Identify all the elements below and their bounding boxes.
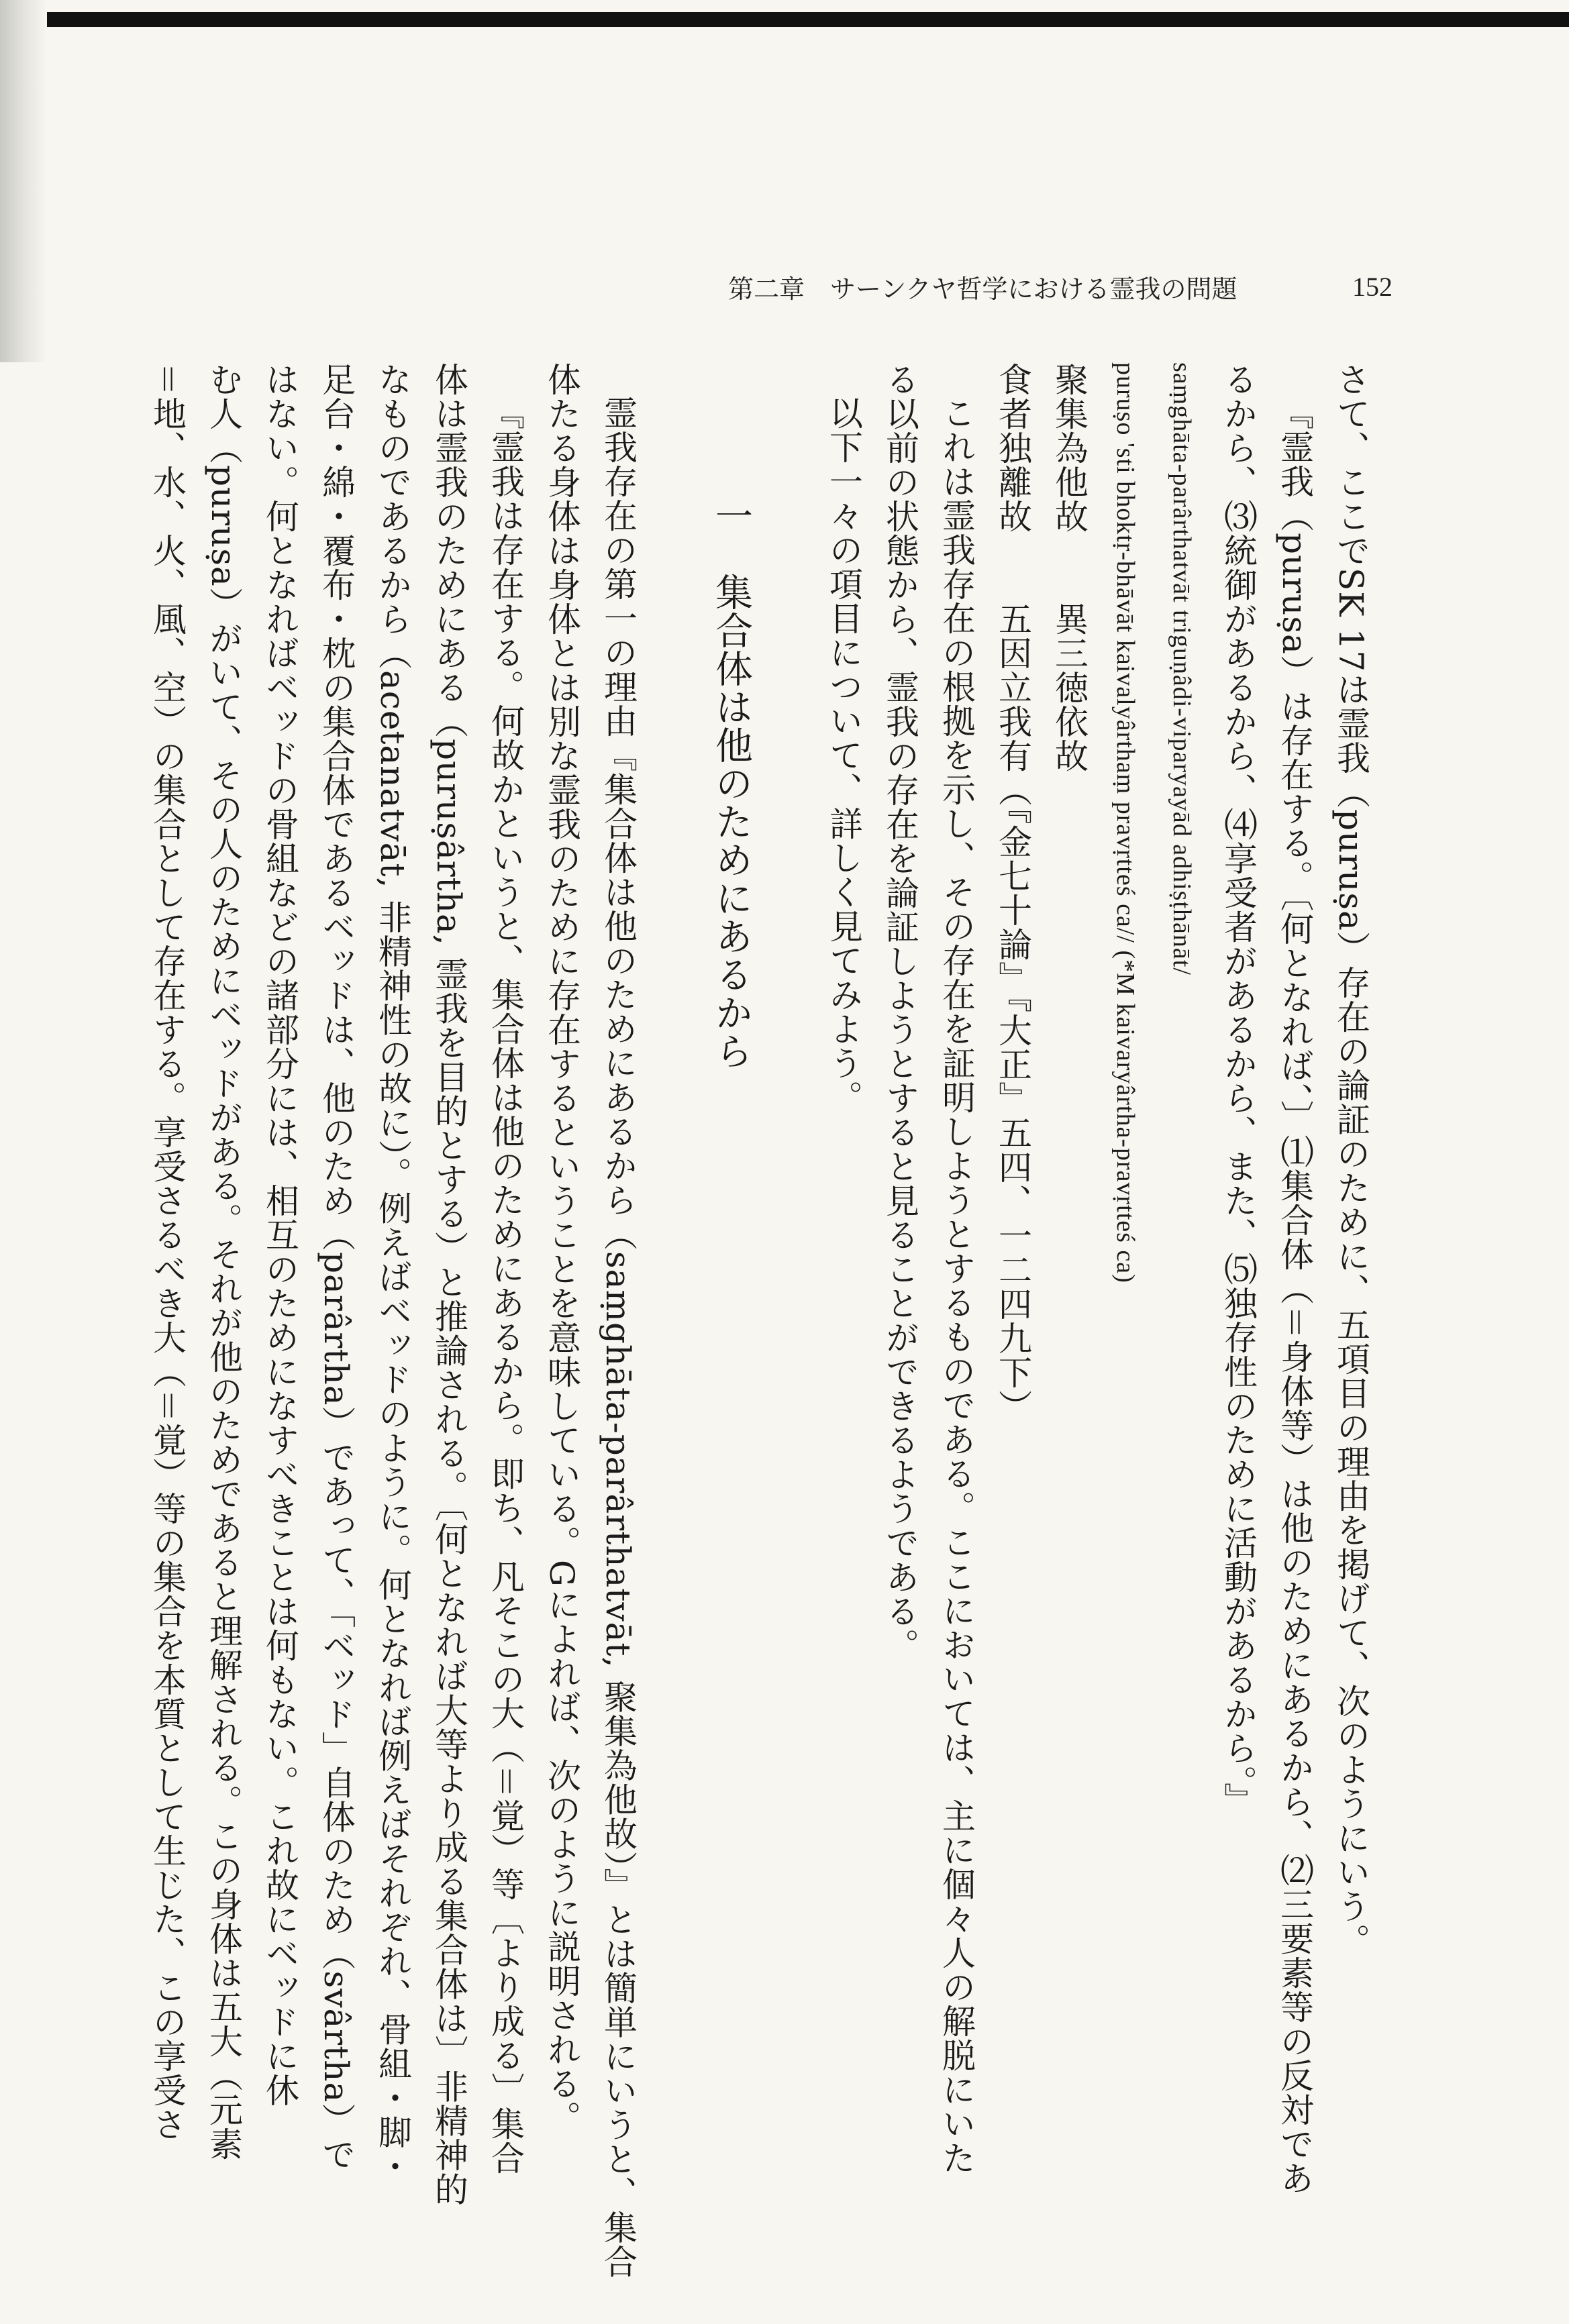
sanskrit-line: puruṣo 'sti bhoktṛ-bhāvāt kaivalyârthaṃ pravṛtteś ca// (*M kaivaryârtha-pravṛtteś ca) (1111, 362, 1140, 1283)
text-line: 体たる身体は身体とは別な霊我のために存在するということを意味している。Gによれば、次のように説明される。 (542, 362, 581, 2135)
page-number: 152 (1352, 271, 1393, 302)
text-line: はない。何となればベッドの骨組などの諸部分には、相互のためになすべきことは何もない。これ故にベッドに休 (260, 362, 299, 2107)
text-line: これは霊我存在の根拠を示し、その存在を証明しようとするものである。ここにおいては、主に個々人の解脱にいた (937, 396, 976, 2175)
text-line: 霊我存在の第一の理由『集合体は他のためにあるから（saṃghāta-parârthatvāt, 聚集為他故）』とは簡単にいうと、集合 (599, 396, 638, 2279)
page-top-border (0, 12, 1569, 27)
text-line: 『霊我は存在する。何故かというと、集合体は他のためにあるから。即ち、凡そこの大（＝覚）等〔より成る〕集合 (486, 396, 525, 2175)
section-heading: 一 集合体は他のためにあるから (709, 496, 753, 1070)
chapter-title: 第二章 サーンクヤ哲学における霊我の問題 (728, 274, 1237, 304)
running-head (728, 263, 1393, 310)
text-line: るから、⑶統御があるから、⑷享受者があるから、また、⑸独存性のために活動があるから。』 (1219, 362, 1258, 1817)
chinese-verse-line: 食者独離故 五因立我有（『金七十論』『大正』五四、一二四九下） (993, 362, 1032, 1424)
text-line: む人（puruṣa）がいて、その人のためにベッドがある。それが他のためであると理解される。この身体は五大（元素 (204, 362, 243, 2161)
text-line: 足台・綿・覆布・枕の集合体であるベッドは、他のため（parârtha）であって、「ベッド」自体のため（svârtha）で (317, 362, 356, 2172)
text-line: 『霊我（puruṣa）は存在する。〔何となれば、〕⑴集合体（＝身体等）は他のためにあるから、⑵三要素等の反対であ (1275, 396, 1314, 2195)
text-line: さて、ここでSK 17は霊我（puruṣa）存在の論証のために、五項目の理由を掲げて、次のようにいう。 (1331, 362, 1370, 1958)
text-line: 体は霊我のためにある（puruṣârtha, 霊我を目的とする）と推論される。〔何となれば大等より成る集合体は〕非精神的 (429, 362, 468, 2207)
text-line: る以前の状態から、霊我の存在を論証しようとすると見ることができるようである。 (880, 362, 919, 1662)
text-line: なものであるから（acetanatvāt, 非精神性の故に）。例えばベッドのように。何となれば例えばそれぞれ、骨組・脚・ (373, 362, 412, 2184)
text-line: 以下一々の項目について、詳しく見てみよう。 (824, 396, 863, 1114)
chinese-verse-line: 聚集為他故 異三徳依故 (1050, 362, 1089, 773)
text-line: ＝地、水、火、風、空）の集合として存在する。享受さるべき大（＝覚）等の集合を本質として生じた、この享受さ (148, 362, 187, 2142)
body-text (148, 362, 1379, 2279)
scan-shadow (0, 0, 47, 362)
sanskrit-line: saṃghāta-parârthatvāt triguṇâdi-viparyayād adhiṣṭhānāt/ (1168, 362, 1196, 975)
